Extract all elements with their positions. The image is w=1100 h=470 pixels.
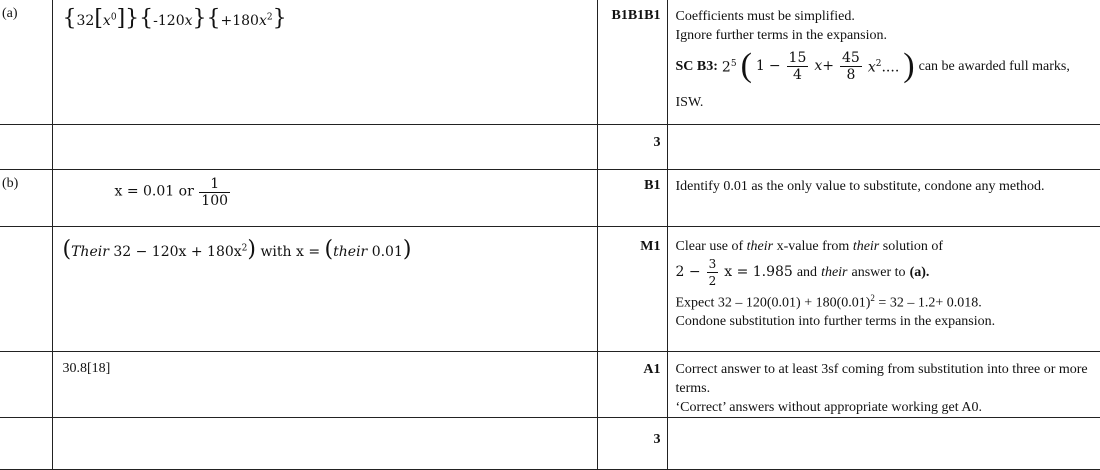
part-a-label: (a) xyxy=(0,0,52,124)
part-b-note-3b: ‘Correct’ answers without appropriate working get A0. xyxy=(676,398,1100,417)
part-a-note-2: Ignore further terms in the expansion. xyxy=(676,26,1100,45)
special-case-expression: $2^5$ xyxy=(722,55,737,78)
condone-line: Condone substitution into further terms in the expansion. xyxy=(676,312,1100,331)
part-a-total-row xyxy=(0,124,1100,169)
special-case-line: SC B3: $2^5$ ( 1 − $\frac{15}{4}$ x+ $\frac{45}{8}$ $x^2$.... ) can be awarded full marks, xyxy=(676,49,1100,83)
part-a-mark: B1B1B1 xyxy=(597,0,667,124)
part-b-mark-3: A1 xyxy=(597,351,667,417)
part-a-total: 3 xyxy=(597,124,667,169)
part-b-row-3 xyxy=(0,351,1100,417)
part-b-total-row xyxy=(0,417,1100,469)
part-b-note-1: Identify 0.01 as the only value to substitute, condone any method. xyxy=(667,169,1100,226)
part-b-note-3a: Correct answer to at least 3sf coming from substitution into three or more terms. xyxy=(676,360,1100,398)
part-b-mark-1: B1 xyxy=(597,169,667,226)
special-case-label: SC B3: xyxy=(676,57,718,76)
expect-line: Expect $32 - 120(0.01) + 180(0.01)^2 = 32 - 1.2+ 0.018$. xyxy=(676,289,1100,313)
special-case-tail: can be awarded full marks, xyxy=(919,57,1070,76)
part-b-answer-2: (Their $32 - 120x + 180x^2$) with x = (their 0.01) xyxy=(52,226,597,351)
part-b-row-2 xyxy=(0,226,1100,351)
part-b-total: 3 xyxy=(597,417,667,469)
isw-note: ISW. xyxy=(676,93,1100,112)
part-a-answer xyxy=(52,0,597,124)
part-a-note-1: Coefficients must be simplified. xyxy=(676,7,1100,26)
part-b-label: (b) xyxy=(0,169,52,226)
part-a-row xyxy=(0,0,1100,124)
part-b-notes-3 xyxy=(667,351,1100,417)
part-b-notes-2: Clear use of their x-value from their solution of 2 − $\frac{3}{2}$ x = 1.985 and their answer to (a). Expect $32 - 120(0.01) + 180(0.01)^2 = 32 - 1.2+ 0.018$. Condone substitution into further terms in the expansion. xyxy=(667,226,1100,351)
part-a-expression: $\{32[x^0]\}\{-120x\}\{+180x^2\}$ xyxy=(63,13,287,29)
part-b-row-1 xyxy=(0,169,1100,226)
equation-line: 2 − $\frac{3}{2}$ x = 1.985 and their answer to (a). xyxy=(676,256,1100,289)
part-a-notes xyxy=(667,0,1100,124)
part-b-answer-3: 30.8[18] xyxy=(52,351,597,417)
part-b-answer-1: x = 0.01 or $\frac{1}{100}$ xyxy=(52,169,597,226)
part-b-mark-2: M1 xyxy=(597,226,667,351)
